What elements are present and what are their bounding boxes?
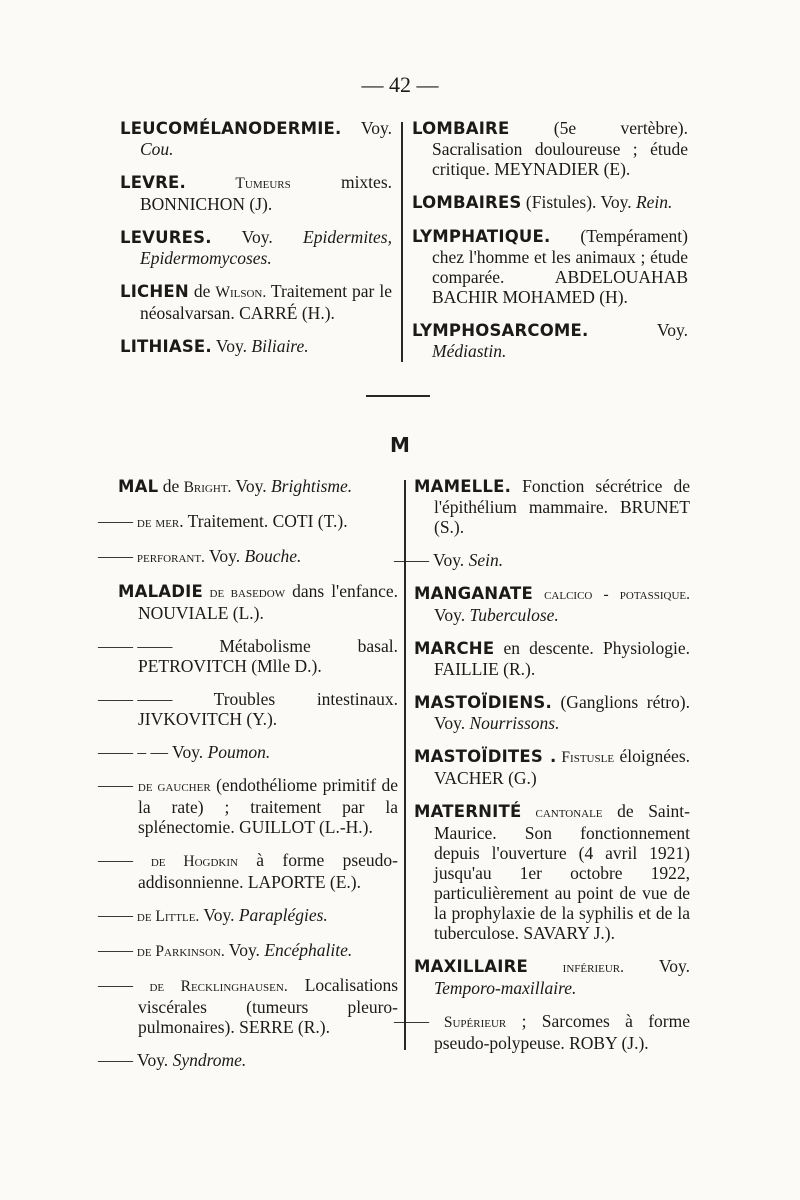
index-entry <box>120 172 392 214</box>
entry-text: Fistusle <box>556 749 615 766</box>
entry-text: —— <box>98 546 133 566</box>
entry-reference: Sein. <box>468 550 504 570</box>
entry-text: de mer <box>133 514 180 531</box>
entry-text: éloignées. VACHER (G.) <box>434 746 690 788</box>
entry-text: Traitement par le néosalvarsan. CARRÉ (H.). <box>140 281 392 323</box>
entry-text: à forme pseudo-addisonnienne. LAPORTE (E.). <box>138 850 398 892</box>
entry-headword: LEUCOMÉLANODERMIE. <box>120 119 342 138</box>
entry-reference: Brightisme. <box>270 476 353 496</box>
entry-headword: LYMPHOSARCOME. <box>412 321 589 340</box>
entry-headword: LITHIASE. <box>120 337 212 356</box>
index-entry <box>414 746 690 788</box>
entry-text: dans l'enfance. NOUVIALE (L.). <box>138 581 398 623</box>
index-entry <box>414 583 690 625</box>
entry-text: Voy. <box>204 546 245 566</box>
entry-text: —— – — <box>98 742 168 762</box>
entry-text: de Parkinson. <box>133 943 225 960</box>
entry-headword: MANGANATE <box>414 584 533 603</box>
entry-text: de <box>158 476 184 496</box>
entry-reference: Bouche. <box>244 546 302 566</box>
entry-text: Voy. <box>588 320 688 340</box>
entry-text: Bright. <box>183 479 232 496</box>
entry-text: Tumeurs <box>186 175 291 192</box>
entry-headword: MAXILLAIRE <box>414 957 528 976</box>
index-entry <box>98 775 398 837</box>
entry-reference: Cou. <box>140 139 174 159</box>
entry-text: Voy. <box>211 227 304 247</box>
entry-headword: MASTOÏDITES . <box>414 747 557 766</box>
entry-headword: LOMBAIRES <box>412 193 522 212</box>
entry-text: —— —— <box>98 689 173 709</box>
entry-text: de Little. <box>133 908 200 925</box>
entry-text: calcico - potassique. <box>532 586 690 603</box>
entry-text: —— <box>98 905 133 925</box>
entry-text: (5e vertèbre). Sacralisation douloureuse ; étude critique. MEYNADIER (E). <box>432 118 688 179</box>
page-number: — 42 — <box>361 72 439 97</box>
entry-text: Voy. <box>224 940 265 960</box>
entry-text: Troubles intestinaux. JIVKOVITCH (Y.). <box>138 689 398 729</box>
entries-left-bottom <box>98 476 399 1083</box>
entry-text: Voy. <box>199 905 239 925</box>
entry-reference: Rein. <box>635 192 673 212</box>
entry-text: ; Sarcomes à forme pseudo-polypeuse. ROBY (J.). <box>434 1011 690 1053</box>
entry-text: cantonale <box>521 804 603 821</box>
entry-text: (Tempérament) chez l'homme et les animaux ; étude comparée. ABDELOUAHAB BACHIR MOHAMED (H). <box>432 226 688 307</box>
entry-text: Voy. <box>623 956 690 976</box>
index-entry <box>98 511 398 533</box>
entry-text: Wilson. <box>215 284 267 301</box>
index-entry <box>98 689 398 729</box>
entry-text: (Ganglions rétro). Voy. <box>434 692 690 733</box>
entry-text: (Fistules). Voy. <box>521 192 636 212</box>
index-entry <box>98 546 398 568</box>
entry-text: —— <box>98 850 133 870</box>
index-entry <box>412 192 688 213</box>
index-entry <box>98 975 399 1037</box>
section-separator <box>366 395 430 397</box>
entry-text: Voy. <box>231 476 271 496</box>
entry-headword: LICHEN <box>120 282 189 301</box>
entries-left-top <box>120 118 392 370</box>
index-entry <box>118 476 398 498</box>
column-divider-top <box>401 122 403 362</box>
entry-text: (endothéliome primitif de la rate) ; traitement par la splénectomie. GUILLOT (L.-H.). <box>138 775 398 837</box>
index-entry <box>120 281 392 323</box>
entry-text: Voy. <box>168 742 208 762</box>
entry-text: en descente. Physiologie. FAILLIE (R.). <box>434 638 690 679</box>
entry-headword: MALADIE <box>118 582 203 601</box>
index-entry <box>98 905 398 927</box>
entry-headword: LYMPHATIQUE. <box>412 227 551 246</box>
entry-reference: Epidermites, Epidermomycoses. <box>140 227 392 268</box>
entry-reference: Poumon. <box>207 742 271 762</box>
index-entry <box>98 1050 398 1070</box>
entry-text: Voy. <box>434 605 470 625</box>
entry-text: de <box>188 281 216 301</box>
index-entry <box>414 692 690 733</box>
entry-text: de Recklinghausen. <box>133 978 288 995</box>
index-entry <box>412 226 688 307</box>
entry-text: —— <box>98 940 133 960</box>
entry-text: perforant. <box>133 549 205 566</box>
entry-text: Voy. <box>133 1050 173 1070</box>
entry-reference: Nourrissons. <box>469 713 560 733</box>
entry-text: Localisations viscérales (tumeurs pleuro-pulmonaires). SERRE (R.). <box>138 975 399 1037</box>
index-entry <box>412 320 688 361</box>
entry-text: —— <box>394 550 429 570</box>
index-entry <box>414 801 690 943</box>
entry-headword: MAL <box>118 477 159 496</box>
entry-text: —— <box>98 1050 133 1070</box>
entry-reference: Syndrome. <box>172 1050 247 1070</box>
entry-text: —— <box>98 511 133 531</box>
entry-reference: Paraplégies. <box>238 905 328 925</box>
entry-text: —— <box>394 1011 429 1031</box>
entry-text: Métabolisme basal. PETROVITCH (Mlle D.). <box>138 636 398 676</box>
entry-reference: Encéphalite. <box>264 940 353 960</box>
index-entry <box>120 336 392 357</box>
index-entry <box>98 850 398 892</box>
entry-text: Voy. <box>429 550 469 570</box>
index-entry <box>394 1011 690 1053</box>
entry-text: de gaucher <box>133 778 211 795</box>
entry-reference: Biliaire. <box>251 336 309 356</box>
entry-reference: Tuberculose. <box>469 605 559 625</box>
entry-text: Voy. <box>211 336 252 356</box>
entry-text: de Saint-Maurice. Son fonctionnement depuis l'ouverture (4 avril 1921) jusqu'au 1er octobre 1922, particulièrement au point de vue de la prophylaxie de la syphilis et de la tuberculose. SAVARY J.). <box>434 801 690 943</box>
index-entry <box>98 742 398 762</box>
entry-headword: MAMELLE. <box>414 477 512 496</box>
entry-text: Fonction sécrétrice de l'épithélium mammaire. BRUNET (S.). <box>434 476 690 537</box>
entry-headword: MASTOÏDIENS. <box>414 693 552 712</box>
entry-text: de Hogdkin <box>133 853 238 870</box>
entry-headword: MATERNITÉ <box>414 802 522 821</box>
entry-reference: Médiastin. <box>432 341 507 361</box>
entry-text: —— —— <box>98 636 173 656</box>
entry-text: . Traitement. COTI (T.). <box>179 511 348 531</box>
entry-text: de basedow <box>202 584 286 601</box>
entry-reference: Temporo-maxillaire. <box>434 978 577 998</box>
entry-headword: LEVRE. <box>120 173 186 192</box>
index-entry <box>120 227 392 268</box>
entry-text: mixtes. BONNICHON (J). <box>140 172 392 214</box>
index-entry <box>394 550 690 570</box>
index-entry <box>98 636 398 676</box>
entry-text: —— <box>98 975 133 995</box>
index-entry <box>118 581 398 623</box>
index-entry <box>414 476 690 537</box>
index-entry <box>412 118 688 179</box>
entry-text: inférieur. <box>527 959 624 976</box>
entry-text: Voy. <box>341 118 392 138</box>
index-entry <box>98 940 398 962</box>
entries-right-top <box>412 118 688 374</box>
section-letter: M <box>390 433 410 457</box>
entry-text: Supérieur <box>429 1014 507 1031</box>
entries-right-bottom <box>394 476 690 1066</box>
entry-headword: MARCHE <box>414 639 495 658</box>
index-entry <box>414 956 690 998</box>
index-entry <box>120 118 392 159</box>
entry-text: —— <box>98 775 133 795</box>
entry-headword: LEVURES. <box>120 228 212 247</box>
entry-headword: LOMBAIRE <box>412 119 510 138</box>
index-entry <box>414 638 690 679</box>
